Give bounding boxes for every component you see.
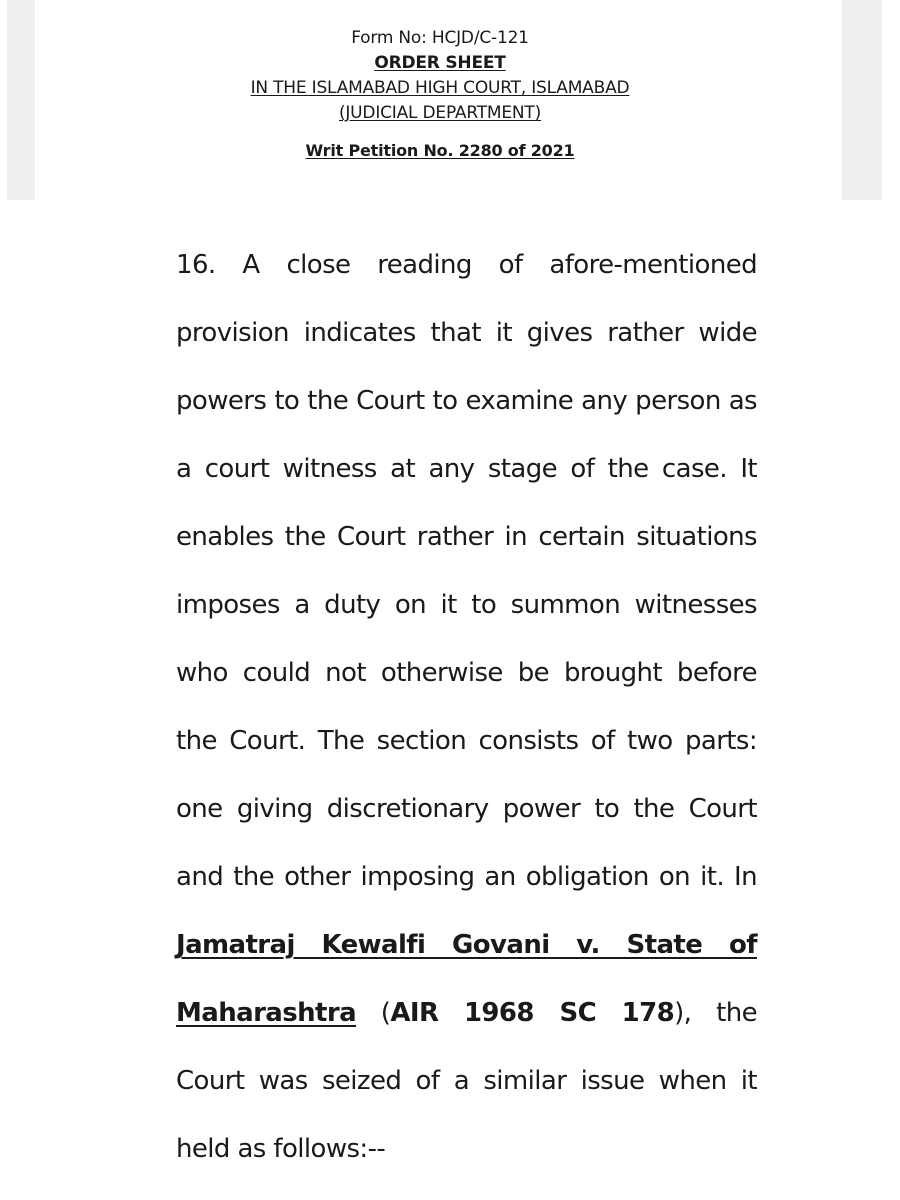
form-number: Form No: HCJD/C-121 — [351, 28, 529, 48]
citation-close: ), the — [674, 998, 757, 1028]
paragraph-line: imposes a duty on it to summon witnesses — [176, 590, 757, 620]
petition-number: Writ Petition No. 2280 of 2021 — [305, 141, 575, 160]
paragraph-line: powers to the Court to examine any person as — [176, 386, 757, 416]
paragraph-line: held as follows:-- — [176, 1134, 386, 1164]
paragraph-line: enables the Court rather in certain situations — [176, 522, 757, 552]
paragraph-line: the Court. The section consists of two parts: — [176, 726, 757, 756]
court-name: IN THE ISLAMABAD HIGH COURT, ISLAMABAD — [250, 78, 630, 98]
department-name: (JUDICIAL DEPARTMENT) — [338, 103, 542, 123]
document-header — [0, 26, 880, 163]
paragraph-line: provision indicates that it gives rather wide — [176, 318, 757, 348]
paragraph-line: Court was seized of a similar issue when it — [176, 1066, 757, 1096]
case-name-continued: Maharashtra — [176, 998, 357, 1028]
paragraph-line: 16. A close reading of afore-mentioned — [176, 250, 757, 280]
order-paragraph — [176, 245, 757, 1197]
paragraph-line — [176, 993, 757, 1061]
paragraph-line: one giving discretionary power to the Court — [176, 794, 757, 824]
citation-open: ( — [356, 998, 391, 1028]
paragraph-line — [176, 925, 757, 993]
order-sheet-title: ORDER SHEET — [374, 53, 506, 73]
case-name: Jamatraj Kewalfi Govani v. State of — [176, 930, 757, 960]
case-citation: AIR 1968 SC 178 — [390, 998, 675, 1028]
paragraph-line: and the other imposing an obligation on it. In — [176, 862, 757, 892]
paragraph-line: a court witness at any stage of the case. It — [176, 454, 757, 484]
paragraph-line: who could not otherwise be brought before — [176, 658, 757, 688]
